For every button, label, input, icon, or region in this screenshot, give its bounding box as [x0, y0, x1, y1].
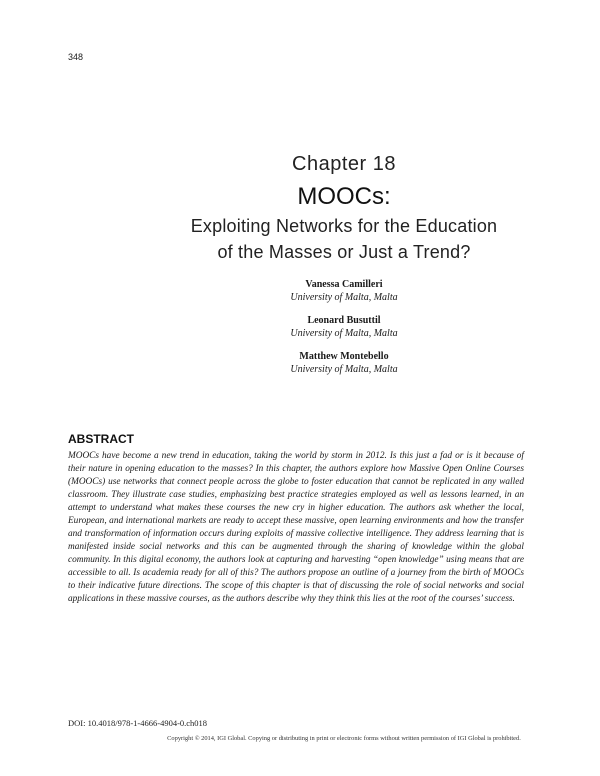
page-number: 348 [68, 52, 84, 62]
copyright-notice: Copyright © 2014, IGI Global. Copying or distributing in print or electronic forms without written permission of IGI Global is prohibited. [167, 735, 521, 742]
author-entry [88, 350, 600, 376]
chapter-title: MOOCs: [297, 183, 391, 210]
author-affiliation: University of Malta, Malta [290, 292, 398, 303]
abstract-heading: ABSTRACT [68, 432, 134, 446]
author-name: Leonard Busuttil [307, 315, 381, 326]
author-name: Matthew Montebello [299, 351, 389, 362]
abstract-body: MOOCs have become a new trend in education, taking the world by storm in 2012. Is this just a fad or is it because of their nature in opening education to the masses? In this chapter, the authors explore how Massive Open Online Courses (MOOCs) use networks that connect people across the globe to foster education that cannot be replicated in any walled classroom. They illustrate case studies, emphasizing best practice strategies employed as well as lessons learned, in an attempt to understand what makes these courses the new cry in higher education. The authors ask whether the local, European, and international markets are ready to accept these massive, open learning environments and how the transfer and transformation of information occurs during exploits of massive collective intelligence. They address learning that is manifested inside social networks and this can be augmented through the sharing of knowledge within the global community. In this digital economy, the authors look at capturing and harvesting “open knowledge” using means that are accessible to all. Is academia ready for all of this? The authors propose an outline of a journey from the birth of MOOCs to their indicative future directions. The scope of this chapter is that of discussing the role of social networks and social applications in these massive courses, as the authors describe why they think this lies at the root of the courses’ success. [68, 451, 524, 604]
author-entry [88, 278, 600, 304]
chapter-subtitle-line1: Exploiting Networks for the Education [190, 216, 498, 236]
chapter-label: Chapter 18 [292, 153, 396, 175]
chapter-subtitle-line2: of the Masses or Just a Trend? [217, 242, 471, 262]
author-affiliation: University of Malta, Malta [290, 328, 398, 339]
doi-line: DOI: 10.4018/978-1-4666-4904-0.ch018 [68, 718, 208, 728]
author-list [0, 278, 600, 386]
author-entry [88, 314, 600, 340]
author-affiliation: University of Malta, Malta [290, 364, 398, 375]
chapter-header [0, 150, 600, 264]
author-name: Vanessa Camilleri [305, 279, 383, 290]
